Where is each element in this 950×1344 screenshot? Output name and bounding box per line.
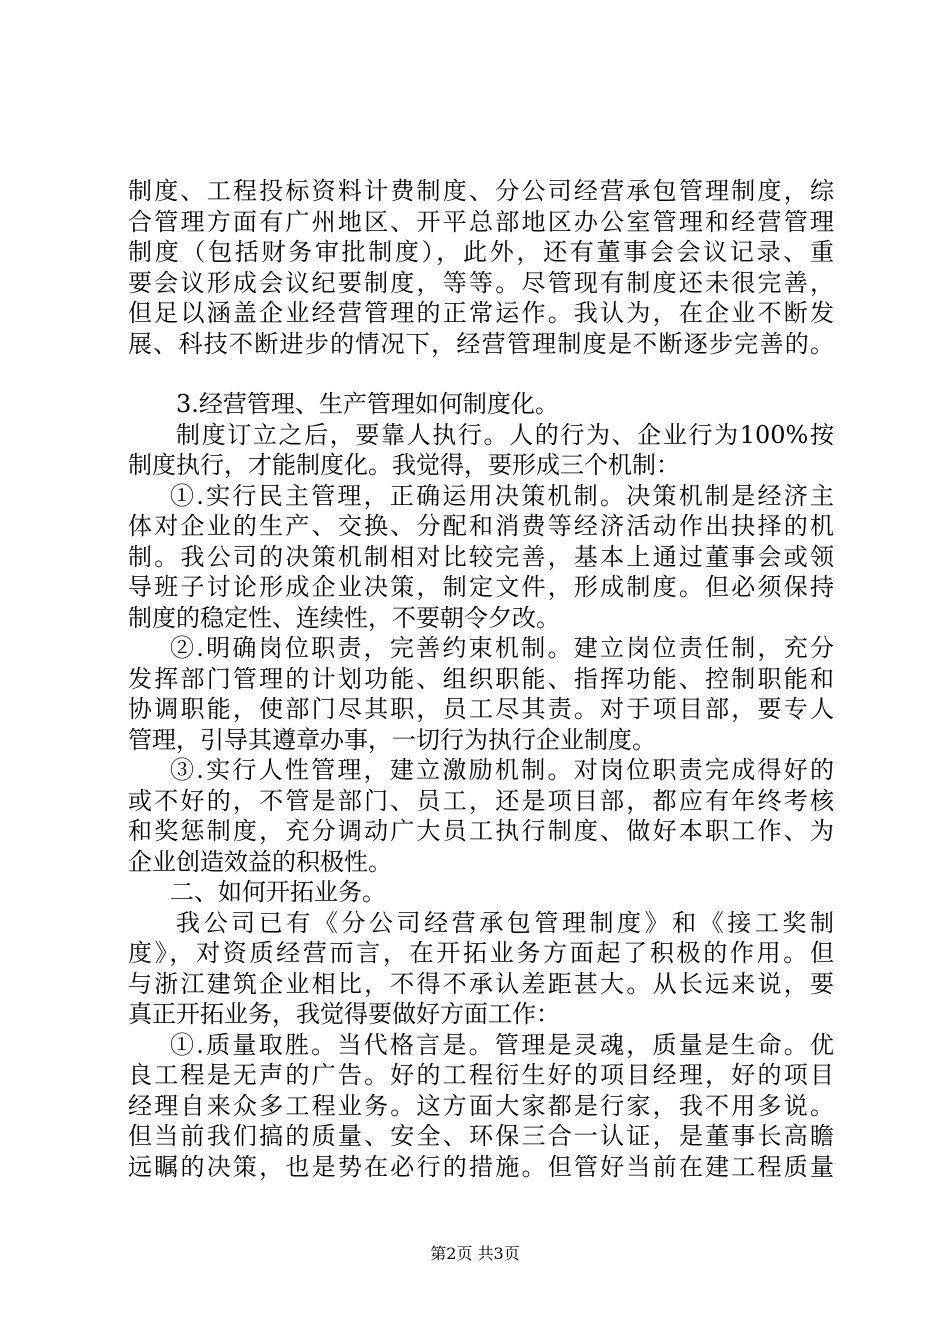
text-line: 发挥部门管理的计划功能、组织职能、指挥功能、控制职能和 bbox=[128, 664, 834, 693]
text-line: 体对企业的生产、交换、分配和消费等经济活动作出抉择的机 bbox=[128, 512, 834, 540]
text-line: 制。我公司的决策机制相对比较完善，基本上通过董事会或领 bbox=[128, 542, 834, 571]
list-item-incentive-mechanism bbox=[128, 755, 834, 877]
text-line: 与浙江建筑企业相比，不得不承认差距甚大。从长远来说，要 bbox=[128, 969, 834, 998]
paragraph-regulations-summary bbox=[128, 176, 834, 359]
list-item-quality bbox=[128, 1030, 834, 1183]
text-line: ③.实行人性管理，建立激励机制。对岗位职责完成得好的 bbox=[170, 756, 834, 784]
text-line: 经理自来众多工程业务。这方面大家都是行家，我不用多说。 bbox=[128, 1091, 834, 1120]
text-line: 良工程是无声的广告。好的工程衍生好的项目经理，好的项目 bbox=[128, 1061, 834, 1089]
text-line: 远瞩的决策，也是势在必行的措施。但管好当前在建工程质量 bbox=[128, 1152, 834, 1181]
text-line: 或不好的，不管是部门、员工，还是项目部，都应有年终考核 bbox=[128, 786, 834, 815]
section-heading-3: 3.经营管理、生产管理如何制度化。 bbox=[176, 390, 559, 418]
text-line: 管理，引导其遵章办事，一切行为执行企业制度。 bbox=[128, 725, 656, 754]
text-line: 我公司已有《分公司经营承包管理制度》和《接工奖制 bbox=[176, 908, 834, 937]
paragraph-spacer bbox=[128, 359, 834, 389]
text-line: 和奖惩制度，充分调动广大员工执行制度、做好本职工作、为 bbox=[128, 817, 834, 845]
document-body bbox=[128, 176, 834, 1182]
text-line: 企业创造效益的积极性。 bbox=[128, 847, 392, 876]
paragraph-institutionalization bbox=[128, 420, 834, 481]
list-item-constraint-mechanism bbox=[128, 633, 834, 755]
text-line: 制度（包括财务审批制度），此外，还有董事会会议记录、重 bbox=[128, 238, 834, 266]
text-line: ①.质量取胜。当代格言是。管理是灵魂，质量是生命。优 bbox=[170, 1030, 834, 1059]
text-line: 展、科技不断进步的情况下，经营管理制度是不断逐步完善的。 bbox=[128, 329, 834, 358]
page-number-footer: 第2页 共3页 bbox=[430, 1244, 520, 1263]
text-line: 导班子讨论形成企业决策，制定文件，形成制度。但必须保持 bbox=[128, 573, 834, 601]
text-line: 度》，对资质经营而言，在开拓业务方面起了积极的作用。但 bbox=[128, 939, 834, 967]
text-line: 制度的稳定性、连续性，不要朝令夕改。 bbox=[128, 603, 560, 632]
section-heading-2: 二、如何开拓业务。 bbox=[170, 878, 386, 906]
text-line: ②.明确岗位职责，完善约束机制。建立岗位责任制，充分 bbox=[170, 634, 834, 662]
text-line: 真正开拓业务，我觉得要做好方面工作： bbox=[128, 1000, 560, 1028]
text-line: 但当前我们搞的质量、安全、环保三合一认证，是董事长高瞻 bbox=[128, 1122, 834, 1150]
text-line: ①.实行民主管理，正确运用决策机制。决策机制是经济主 bbox=[170, 481, 834, 510]
text-line: 合管理方面有广州地区、开平总部地区办公室管理和经营管理 bbox=[128, 207, 834, 236]
list-item-decision-mechanism bbox=[128, 481, 834, 634]
text-line: 制度订立之后，要靠人执行。人的行为、企业行为100%按 bbox=[176, 420, 834, 449]
text-line: 制度执行，才能制度化。我觉得，要形成三个机制： bbox=[128, 451, 680, 479]
text-line: 但足以涵盖企业经营管理的正常运作。我认为，在企业不断发 bbox=[128, 299, 834, 327]
text-line: 要会议形成会议纪要制度，等等。尽管现有制度还未很完善， bbox=[128, 268, 834, 297]
text-line: 协调职能，使部门尽其职，员工尽其责。对于项目部，要专人 bbox=[128, 695, 834, 723]
text-line: 制度、工程投标资料计费制度、分公司经营承包管理制度，综 bbox=[128, 177, 834, 205]
paragraph-business-expansion bbox=[128, 908, 834, 1030]
